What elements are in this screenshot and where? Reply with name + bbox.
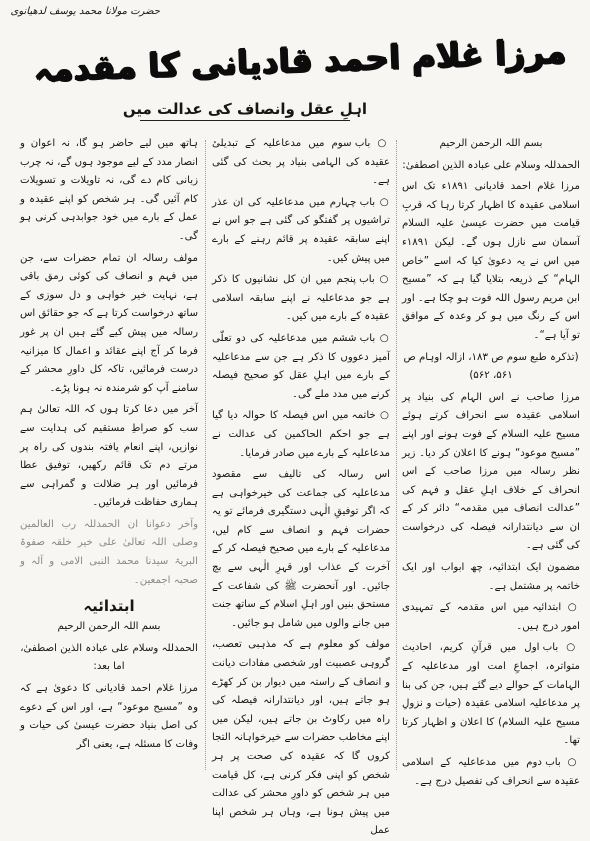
column-right [402,135,580,787]
bullet-item: ○ باب پنجم میں ان کل نشانیوں کا ذکر ہے جو مدعاعلیہ نے اپنے سابقہ اسلامی عقیدہ کے بارے میں کیں۔ [212,271,390,327]
bullet-item: ○ خاتمہ میں اس فیصلہ کا حوالہ دیا گیا ہے جو احکم الحاکمین کی عدالت نے مدعاعلیہ کے بارے میں صادر فرمایا۔ [212,407,390,463]
bismillah: بسم اللہ الرحمن الرحیم [57,621,161,633]
citation: (تذکرہ طبع سوم ص ۱۸۳، ازالہ اوہام ص ۵۶۱، ۵۶۲) [403,351,579,382]
column-middle [212,135,390,837]
bullet-item: ○ باب دوم میں مدعاعلیہ کے اسلامی عقیدہ سے انحراف کی تفصیل درج ہے۔ [402,754,580,791]
subtitle-underline [140,120,350,121]
paragraph: مولف کو معلوم ہے کہ مذہبی تعصب، گروہی عصبیت اور شخصی مفادات دیانت و انصاف کے راستہ میں دیوار بن کر کھڑے ہو جاتے ہیں، اور دیانتدارانہ فیصلہ کی راہ میں رکاوٹ بن جاتے ہیں، لیکن میں اپنے مخاطب حضرات سے خیرخواہانہ التجا کروں گا کہ عقیدہ کی صحت پر ہر شخص کو اپنی فکر کرنی ہے، کل قیامت میں ہر شخص کو داورِ محشر کی عدالت میں پیش ہونا ہے، وہاں ہر شخص اپنا عمل [212,639,390,837]
paragraph: الحمدللہ وسلام علی عبادہ الذین اصطفیٰ، اما بعد: [20,642,198,673]
paragraph: مرزا غلام احمد قادیانی کا دعویٰ ہے کہ وہ ”مسیح موعود“ ہے، اور اس کے دعوے کی اصل بنیاد حضرت عیسیٰ کی حیات و وفات کا مسئلہ ہے، یعنی اگر [20,683,198,750]
bullet-item: ○ ابتدائیہ میں اس مقدمہ کے تمہیدی امور درج ہیں۔ [402,599,580,636]
section-heading: ابتدائیہ [83,597,135,616]
column-divider [396,140,397,770]
paragraph: مرزا صاحب نے اس الہام کی بنیاد پر اسلامی عقیدہ سے انحراف کرتے ہوئے مسیح علیہ السلام کے فوت ہونے اور اپنے ”مسیح موعود“ ہونے کا اعلان کر دیا۔ زیر نظر رسالہ میں مرزا صاحب کے اس انحراف کے خلاف اہلِ عقل و فہم کی ”عدالت انصاف میں مقدمہ“ دائر کر کے ان سے دیانتدارانہ فیصلہ کی درخواست کی گئی ہے۔ [402,391,580,552]
bismillah: بسم اللہ الرحمن الرحیم [439,138,543,149]
paragraph: الحمدللہ وسلام علی عبادہ الذین اصطفیٰ: [402,159,580,171]
page-title: مرزا غلام احمد قادیانی کا مقدمہ [33,31,567,89]
paragraph: آخر میں دعا کرتا ہوں کہ اللہ تعالیٰ ہم سب کو صراطِ مستقیم کی ہدایت سے نوازیں، اپنے انعام یافتہ بندوں کی راہ پر مرتے دم تک قائم رکھیں، توفیق عطا فرمائیں اور ہر ضلالت و گمراہی سے ہماری حفاظت فرمائیں۔ [20,404,198,509]
paragraph: مولف رسالہ ان تمام حضرات سے، جن میں فہم و انصاف کی کوئی رمق باقی ہے، نہایت خیر خواہی و دل سوزی کے ساتھ درخواست کرتا ہے کہ جو حقائق اس رسالہ میں پیش کیے گئے ہیں ان پر غور فرما کر آج اپنے عقائد و اعمال کا میزانیہ درست فرمائیں، تاکہ کل داورِ محشر کے سامنے آپ کو شرمندہ نہ ہونا پڑے۔ [20,252,198,394]
column-divider [205,140,206,770]
bullet-item: ○ باب ششم میں مدعاعلیہ کی دو تعلّی آمیز دعووں کا ذکر ہے جن سے مدعاعلیہ کے بارے میں اہلِ عقل کو صحیح فیصلہ کرنے میں مدد ملے گی۔ [212,330,390,404]
paragraph: مضمون ایک ابتدائیہ، چھ ابواب اور ایک خاتمہ پر مشتمل ہے۔ [402,562,580,592]
bullet-item: ○ باب چہارم میں مدعاعلیہ کی ان عذر تراشیوں پر گفتگو کی گئی ہے جو اس نے اپنے سابقہ عقیدہ پر قائم رہنے کے بارے میں پیش کیں۔ [212,194,390,268]
paragraph: ہاتھ میں لیے حاضر ہو گا، نہ اعوان و انصار مدد کے لیے موجود ہوں گے، نہ چرب زبانی کام دے گی، نہ تاویلات و تسویلات کام آئیں گی۔ ہر شخص کو اپنے عقیدہ و عمل کے بارے میں خود جوابدہی کرنی ہو گی۔ [20,138,198,242]
paragraph: اس رسالہ کی تالیف سے مقصود مدعاعلیہ کی جماعت کی خیرخواہی ہے کہ اگر توفیقِ الٰہی دستگیری فرمائے تو یہ حضرات فہم و انصاف سے کام لیں، مدعاعلیہ کے بارے میں صحیح فیصلہ کر کے آخرت کے عذاب اور قہرِ الٰہی سے بچ جائیں۔ اور آنحضرت ﷺ کی شفاعت کے مستحق بنیں اور اہلِ اسلام کے ساتھ جنت میں جانے والوں میں شامل ہو جائیں۔ [212,469,390,629]
paragraph: مرزا غلام احمد قادیانی ۱۸۹۱ء تک اس اسلامی عقیدہ کا اظہار کرتا رہا کہ قربِ قیامت میں حضرت عیسیٰ علیہ السلام آسمان سے نازل ہوں گے۔ لیکن ۱۸۹۱ء میں اس نے یہ دعویٰ کیا کہ اسے ”خاص الہام“ کے ذریعہ بتلایا گیا ہے کہ ”مسیح ابن مریم رسول اللہ فوت ہو چکا ہے۔ اور اس کے رنگ میں ہو کر وعدہ کے موافق تو آیا ہے“۔ [402,181,580,341]
author-line: حضرت مولانا محمد یوسف لدھیانوی [10,6,160,17]
bullet-item: ○ باب سوم میں مدعاعلیہ کے تبدیلیٔ عقیدہ کی الہامی بنیاد پر بحث کی گئی ہے۔ [212,135,390,191]
closing-prayer: وآخر دعوانا ان الحمدللہ رب العالمین وصلی اللہ تعالیٰ علی خیر خلقہ صفوۃ البریۃ سیدنا محمد النبی الامی و آلہ و صحبہ اجمعین۔ [20,518,198,586]
column-left [20,135,198,771]
page-subtitle: اہلِ عقل وانصاف کی عدالت میں [122,100,368,118]
bullet-item: ○ باب اول میں قرآنِ کریم، احادیث متواترہ، اجماعِ امت اور مدعاعلیہ کے الہامات کے حوالے دیے گئے ہیں، جن کی بنا پر مدعاعلیہ اسلامی عقیدہ (حیات و نزولِ مسیح علیہ السلام) کا اعلان و اظہار کرتا تھا۔ [402,639,580,751]
